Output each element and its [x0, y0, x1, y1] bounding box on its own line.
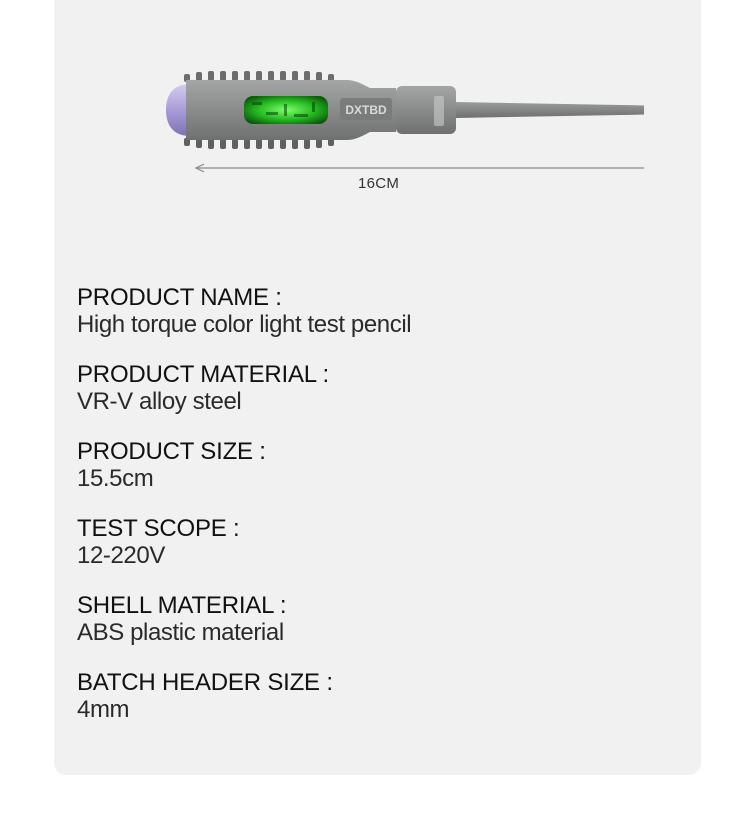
spec-value: ABS plastic material: [77, 619, 284, 646]
spec-value: VR-V alloy steel: [77, 388, 242, 415]
spec-value: 15.5cm: [77, 465, 154, 492]
spec-product-material: [77, 361, 657, 415]
spec-shell-material: [77, 592, 657, 646]
shaft: [456, 102, 644, 118]
dimension-label: 16CM: [358, 175, 400, 192]
spec-product-size: [77, 438, 657, 492]
spec-label: TEST SCOPE :: [77, 515, 240, 542]
spec-value: High torque color light test pencil: [77, 311, 412, 338]
spec-label: PRODUCT SIZE :: [77, 438, 266, 465]
spec-value: 4mm: [77, 696, 130, 723]
handle-collar: [396, 86, 456, 134]
spec-label: PRODUCT NAME :: [77, 284, 282, 311]
spec-label: BATCH HEADER SIZE :: [77, 669, 333, 696]
spec-value: 12-220V: [77, 542, 165, 569]
spec-product-name: [77, 284, 657, 338]
brand-mark: DXTBD: [345, 103, 387, 117]
spec-label: SHELL MATERIAL :: [77, 592, 287, 619]
dimension-arrow: [196, 164, 644, 172]
spec-label: PRODUCT MATERIAL :: [77, 361, 329, 388]
spec-batch-header-size: [77, 669, 657, 723]
spec-test-scope: [77, 515, 657, 569]
product-card: [54, 0, 701, 775]
